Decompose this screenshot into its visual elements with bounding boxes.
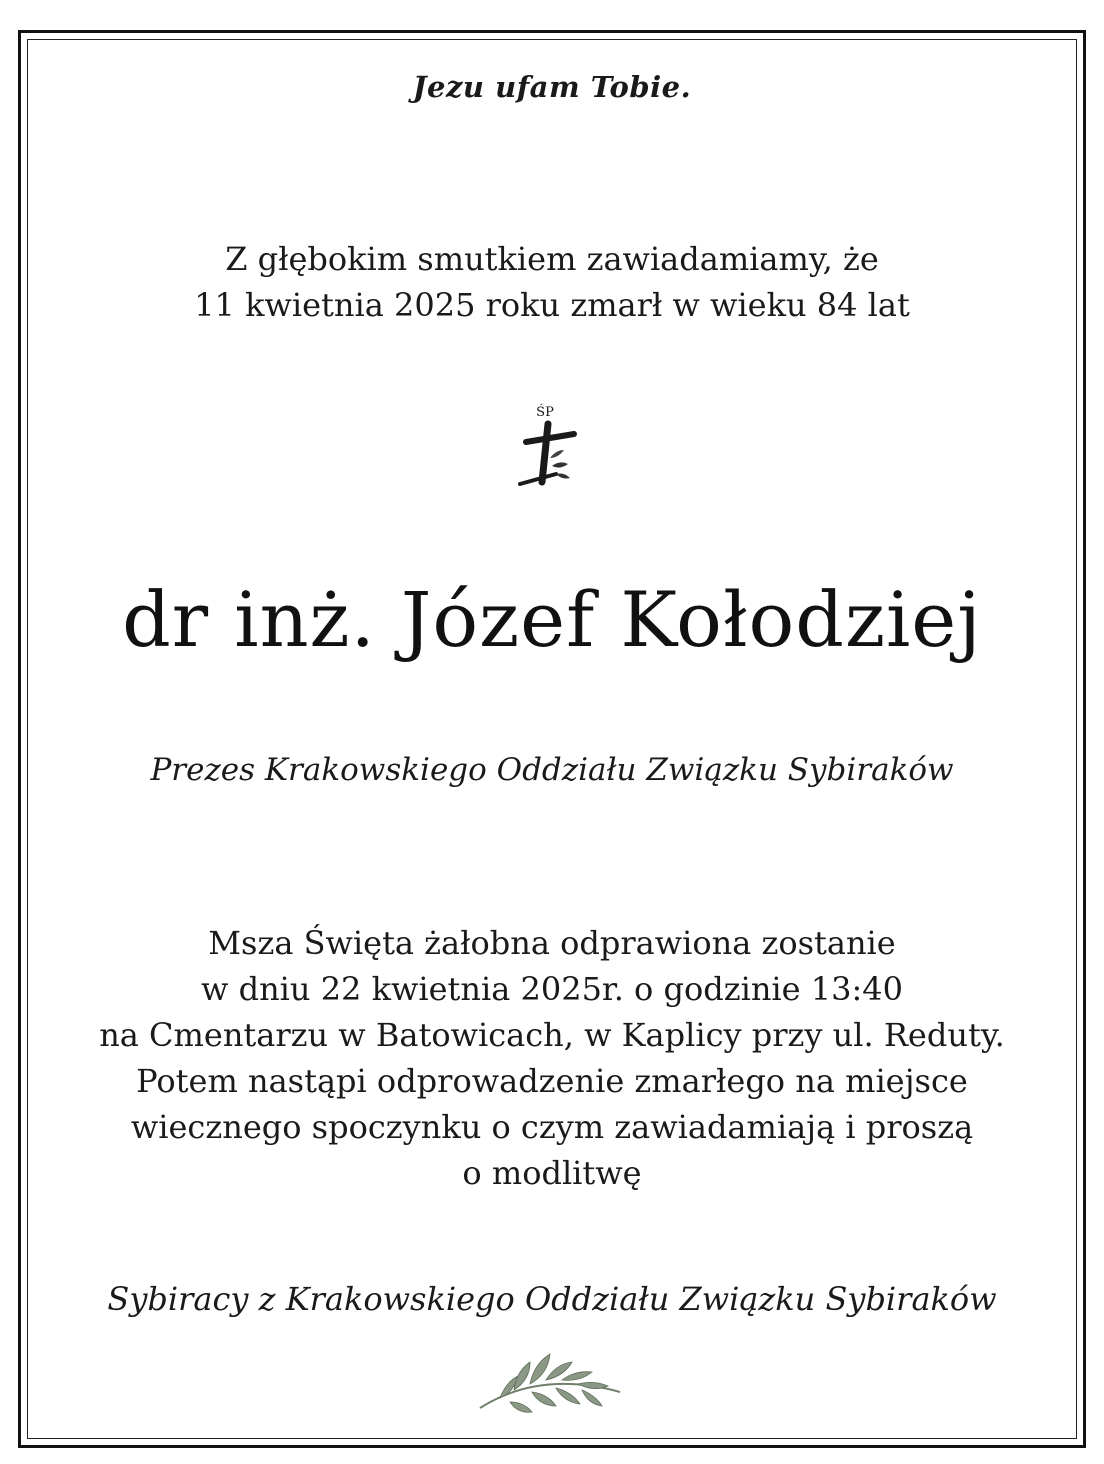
mass-line: Potem nastąpi odprowadzenie zmarłego na miejsce bbox=[136, 1062, 968, 1100]
announcement-line: Z głębokim smutkiem zawiadamiamy, że bbox=[225, 240, 879, 278]
mass-line: Msza Święta żałobna odprawiona zostanie bbox=[208, 924, 896, 962]
mass-line: wiecznego spoczynku o czym zawiadamiają i proszą bbox=[130, 1108, 974, 1146]
mass-line: w dniu 22 kwietnia 2025r. o godzinie 13:40 bbox=[201, 970, 903, 1008]
mass-info bbox=[40, 920, 1064, 1196]
signature: Sybiracy z Krakowskiego Oddziału Związku Sybiraków bbox=[107, 1280, 997, 1318]
announcement bbox=[40, 236, 1064, 328]
cross-with-branch-icon bbox=[512, 398, 592, 492]
deceased-name: dr inż. Józef Kołodziej bbox=[122, 575, 982, 664]
motto: Jezu ufam Tobie. bbox=[412, 70, 692, 104]
mass-line: na Cmentarzu w Batowicach, w Kaplicy przy ul. Reduty. bbox=[99, 1016, 1005, 1054]
announcement-line: 11 kwietnia 2025 roku zmarł w wieku 84 lat bbox=[194, 286, 910, 324]
mass-line: o modlitwę bbox=[462, 1154, 642, 1192]
sp-label: ŚP bbox=[536, 405, 554, 420]
deceased-role: Prezes Krakowskiego Oddziału Związku Sybiraków bbox=[150, 752, 954, 788]
olive-branch-icon bbox=[470, 1330, 630, 1420]
